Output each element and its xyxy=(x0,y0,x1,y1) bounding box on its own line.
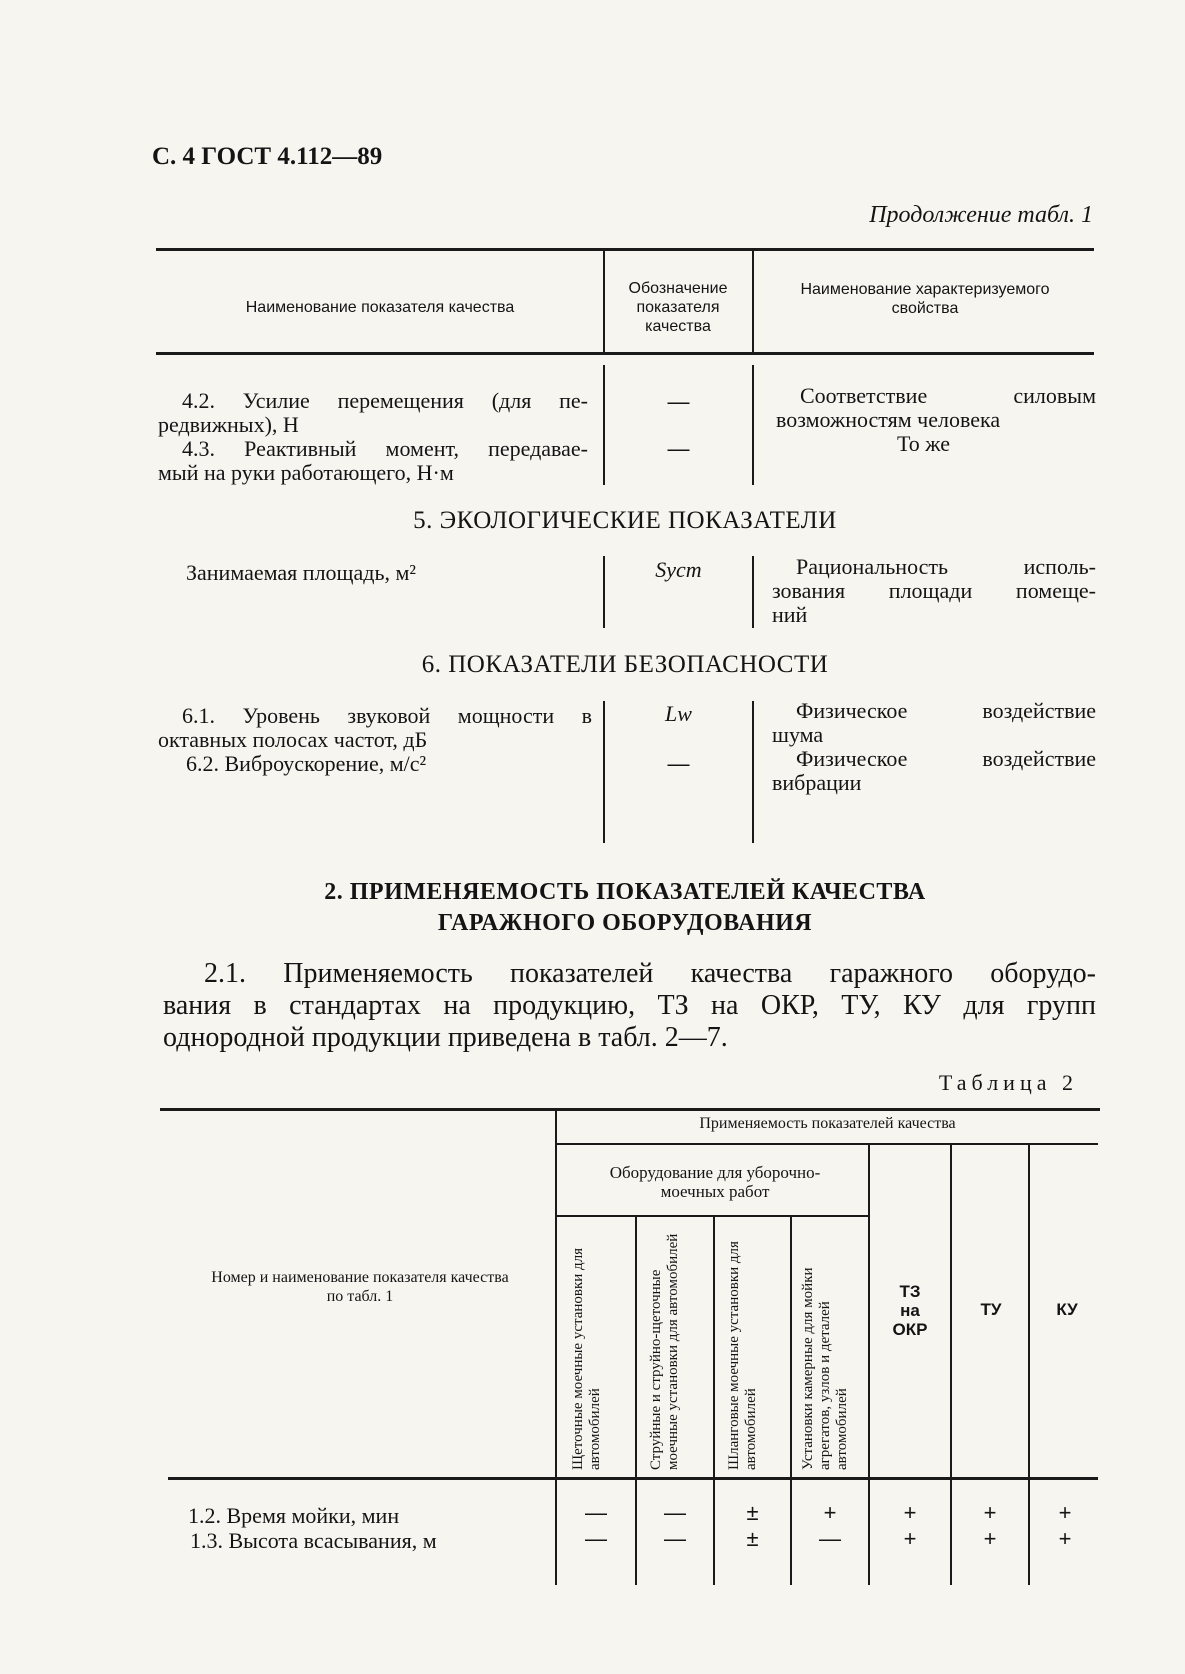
table1-header-designation: Обозначение показателя качества xyxy=(628,280,728,335)
table2-header-left: Номер и наименование показателя качества по табл. 1 xyxy=(211,1269,509,1305)
row-4-2-designation: — xyxy=(667,389,690,414)
table2-row-2-cell-5: + xyxy=(903,1526,917,1551)
row-4-2-property-line2: возможностям человека xyxy=(776,407,1001,432)
table2-row-2-cell-2: — xyxy=(664,1526,686,1551)
row-4-2-name-line1: 4.2. Усилие перемещения (для пе- xyxy=(182,388,588,413)
table1-col-divider-2 xyxy=(752,251,754,355)
row-4-3-name-line1: 4.3. Реактивный момент, передавае- xyxy=(182,436,588,461)
table2-row-2-cell-3: ± xyxy=(746,1526,759,1551)
row-4-3-designation: — xyxy=(667,436,690,461)
table2-header-bottom-rule xyxy=(168,1477,1098,1480)
row-4-3-property: То же xyxy=(897,431,950,456)
table1-header-bottom-rule xyxy=(156,352,1094,355)
table2-row-1-cell-3: ± xyxy=(746,1500,759,1525)
row-6-2-name: 6.2. Виброускорение, м/с² xyxy=(186,751,427,776)
row-6-1-designation: Lw xyxy=(665,701,692,726)
table2-row-2-cell-1: — xyxy=(585,1526,607,1551)
section-5-row-property-line3: ний xyxy=(772,602,808,627)
table2-row-2-cell-7: + xyxy=(1058,1526,1072,1551)
continuation-label: Продолжение табл. 1 xyxy=(869,202,1093,228)
table2-col-tz: ТЗ на ОКР xyxy=(892,1282,928,1339)
table2-row-1-cell-6: + xyxy=(983,1500,997,1525)
section-2-paragraph-line1: 2.1. Применяемость показателей качества гаражного оборудо- xyxy=(204,958,1096,989)
row-6-1-property-line1: Физическое воздействие xyxy=(796,698,1096,723)
table2-header-top: Применяемость показателей качества xyxy=(699,1115,956,1132)
table2-row-2-cell-6: + xyxy=(983,1526,997,1551)
table2-top-group-rule xyxy=(557,1143,1098,1145)
table1-header-property: Наименование характеризуемого свойства xyxy=(800,281,1050,317)
table2-caption: Таблица 2 xyxy=(938,1070,1078,1095)
table1-header-name: Наименование показателя качества xyxy=(245,299,515,316)
section-5-row-name: Занимаемая площадь, м² xyxy=(186,560,416,585)
table2-subcol-3: Шланговые моечные установки для автомобилей xyxy=(726,1241,759,1470)
table2-row-2-cell-4: — xyxy=(819,1526,841,1551)
table2-row-1-cell-1: — xyxy=(585,1500,607,1525)
table2-row-1-cell-2: — xyxy=(664,1500,686,1525)
row-4-2-property-line1: Соответствие силовым xyxy=(800,383,1096,408)
table2-row-1-name: 1.2. Время мойки, мин xyxy=(188,1503,400,1528)
table2-col-ku: КУ xyxy=(1056,1300,1078,1319)
table2-row-1-cell-7: + xyxy=(1058,1500,1072,1525)
page-header: С. 4 ГОСТ 4.112—89 xyxy=(152,143,383,170)
table1-top-rule xyxy=(156,248,1094,251)
row-4-2-name-line2: редвижных), Н xyxy=(158,412,299,437)
table2-subcol-2: Струйные и струйно-щеточные моечные установки для автомобилей xyxy=(648,1233,681,1470)
row-6-1-name-line1: 6.1. Уровень звуковой мощности в xyxy=(182,703,592,728)
table2-subcol-1: Щеточные моечные установки для автомобилей xyxy=(570,1247,603,1470)
table2-row-1-cell-5: + xyxy=(903,1500,917,1525)
section-5-title: 5. ЭКОЛОГИЧЕСКИЕ ПОКАЗАТЕЛИ xyxy=(413,507,837,534)
table1-divider-b2 xyxy=(752,556,754,628)
table1-divider-b1 xyxy=(603,556,605,628)
section-5-row-property-line2: зования площади помеще- xyxy=(772,578,1096,603)
section-2-paragraph-line2: вания в стандартах на продукцию, ТЗ на ОКР, ТУ, КУ для групп xyxy=(163,990,1096,1021)
row-6-1-property-line2: шума xyxy=(772,722,824,747)
table1-divider-c2 xyxy=(752,701,754,843)
section-6-title: 6. ПОКАЗАТЕЛИ БЕЗОПАСНОСТИ xyxy=(421,651,829,678)
table2-col-tu: ТУ xyxy=(980,1300,1002,1319)
row-4-3-name-line2: мый на руки работающего, Н·м xyxy=(158,460,454,485)
table2-header-group: Оборудование для уборочно-моечных работ xyxy=(609,1163,821,1201)
section-2-paragraph-line3: однородной продукции приведена в табл. 2—7. xyxy=(163,1022,728,1053)
table2-top-rule xyxy=(160,1108,1100,1111)
row-6-2-designation: — xyxy=(667,751,690,776)
table2-subgroup-rule xyxy=(557,1215,869,1217)
table1-divider-c1 xyxy=(603,701,605,843)
section-5-row-designation: Sуст xyxy=(655,557,702,582)
table1-divider-a2 xyxy=(752,365,754,485)
table2-row-1-cell-4: + xyxy=(823,1500,837,1525)
section-5-row-property-line1: Рациональность исполь- xyxy=(796,554,1096,579)
row-6-2-property-line2: вибрации xyxy=(772,770,862,795)
table1-divider-a1 xyxy=(603,365,605,485)
table1-col-divider-1 xyxy=(603,251,605,355)
section-2-title-line2: ГАРАЖНОГО ОБОРУДОВАНИЯ xyxy=(437,910,813,936)
section-2-title-line1: 2. ПРИМЕНЯЕМОСТЬ ПОКАЗАТЕЛЕЙ КАЧЕСТВА xyxy=(324,879,926,905)
table2-subcol-4: Установки камерные для мойки агрегатов, узлов и деталей автомобилей xyxy=(800,1267,850,1470)
table2-row-2-name: 1.3. Высота всасывания, м xyxy=(190,1528,437,1553)
row-6-1-name-line2: октавных полосах частот, дБ xyxy=(158,727,428,752)
row-6-2-property-line1: Физическое воздействие xyxy=(796,746,1096,771)
